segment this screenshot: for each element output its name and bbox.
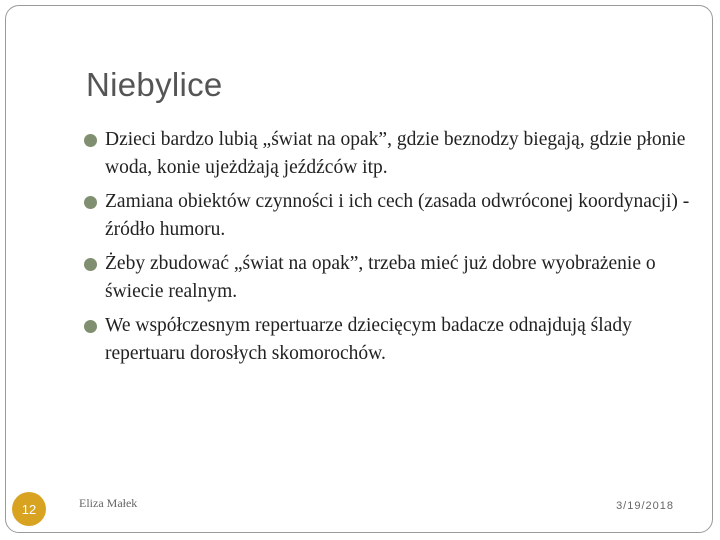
bullet-item [84, 126, 704, 182]
page-number-badge [12, 492, 46, 526]
bullet-text: We współczesnym repertuarze dziecięcym badacze odnajdują ślady repertuaru dorosłych skomorochów. [105, 315, 632, 364]
bullet-dot-icon [84, 196, 97, 209]
slide-frame [5, 5, 713, 533]
bullet-dot-icon [84, 134, 97, 147]
bullet-dot-icon [84, 320, 97, 333]
footer-date: 3/19/2018 [616, 500, 674, 512]
bullet-item [84, 312, 704, 368]
bullet-dot-icon [84, 258, 97, 271]
bullet-item [84, 188, 704, 244]
page-number: 12 [21, 501, 37, 517]
bullet-text: Zamiana obiektów czynności i ich cech (zasada odwróconej koordynacji) - źródło humoru. [105, 191, 690, 240]
bullet-text: Dzieci bardzo lubią „świat na opak”, gdzie beznodzy biegają, gdzie płonie woda, konie ujeżdżają jeźdźców itp. [105, 129, 686, 178]
bullet-list [84, 126, 704, 374]
bullet-text: Żeby zbudować „świat na opak”, trzeba mieć już dobre wyobrażenie o świecie realnym. [105, 253, 656, 302]
slide-title: Niebylice [86, 66, 223, 103]
bullet-item [84, 250, 704, 306]
footer-author: Eliza Małek [79, 496, 138, 510]
